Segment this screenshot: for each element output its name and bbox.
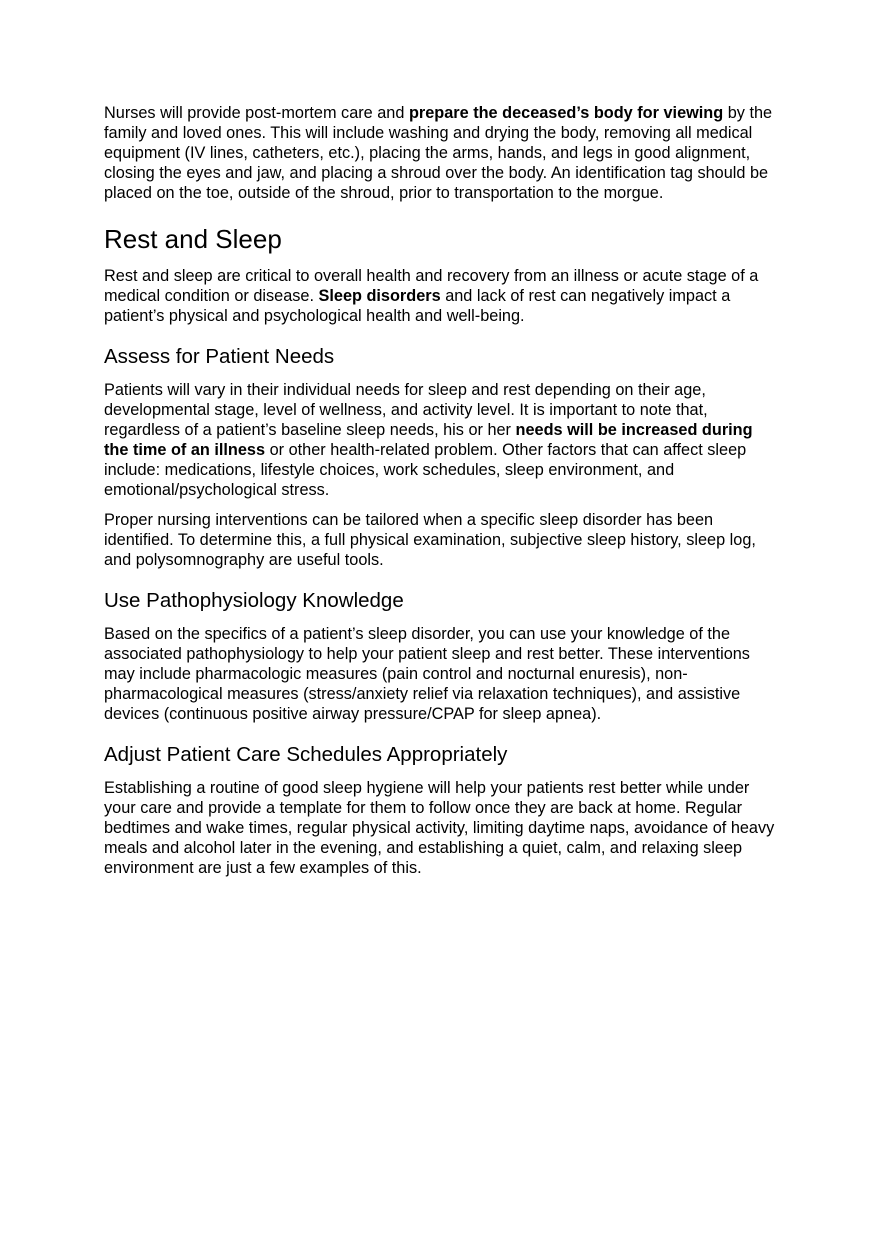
- assess-paragraph-2: Proper nursing interventions can be tailored when a specific sleep disorder has been identified. To determine this, a full physical examination, subjective sleep history, sleep log, and polysomnography are useful tools.: [104, 511, 756, 569]
- assess-paragraph-1: [104, 380, 776, 500]
- subsection-heading-patho: Use Pathophysiology Knowledge: [104, 589, 404, 612]
- text-run: Nurses will provide post-mortem care and: [104, 104, 409, 122]
- text-run: and lack of rest can negatively impact a patient’s physical and psychological health and well-being.: [104, 287, 731, 325]
- patho-paragraph: Based on the specifics of a patient’s sleep disorder, you can use your knowledge of the associated pathophysiology to help your patient sleep and rest better. These interventions may include pharmacologic measures (pain control and nocturnal enuresis), non-pharmacological measures (stress/anxiety relief via relaxation techniques), and assistive devices (continuous positive airway pressure/CPAP for sleep apnea).: [104, 625, 750, 723]
- post-mortem-paragraph: [104, 103, 776, 203]
- emphasis-text: needs will be increased during the time of an illness: [104, 421, 753, 459]
- subsection-heading-schedules: Adjust Patient Care Schedules Appropriately: [104, 743, 508, 766]
- rest-sleep-paragraph: [104, 266, 776, 326]
- text-run: Rest and sleep are critical to overall health and recovery from an illness or acute stage of a medical condition or disease.: [104, 267, 759, 305]
- section-heading-rest-sleep: Rest and Sleep: [104, 224, 282, 254]
- emphasis-text: Sleep disorders: [318, 287, 441, 305]
- schedules-paragraph: Establishing a routine of good sleep hygiene will help your patients rest better while under your care and provide a template for them to follow once they are back at home. Regular bedtimes and wake times, regular physical activity, limiting daytime naps, avoidance of heavy meals and alcohol later in the evening, and establishing a quiet, calm, and relaxing sleep environment are just a few examples of this.: [104, 779, 775, 877]
- text-run: by the family and loved ones. This will include washing and drying the body, removing all medical equipment (IV lines, catheters, etc.), placing the arms, hands, and legs in good alignment, closing the eyes and jaw, and placing a shroud over the body. An identification tag should be placed on the toe, outside of the shroud, prior to transportation to the morgue.: [104, 104, 773, 202]
- text-run: or other health-related problem. Other factors that can affect sleep include: medications, lifestyle choices, work schedules, sleep environment, and emotional/psychological stress.: [104, 441, 747, 499]
- emphasis-text: prepare the deceased’s body for viewing: [408, 104, 724, 122]
- text-run: Patients will vary in their individual needs for sleep and rest depending on their age, developmental stage, level of wellness, and activity level. It is important to note that, regardless of a patient’s baseline sleep needs, his or her: [104, 381, 708, 439]
- subsection-heading-assess: Assess for Patient Needs: [104, 345, 335, 368]
